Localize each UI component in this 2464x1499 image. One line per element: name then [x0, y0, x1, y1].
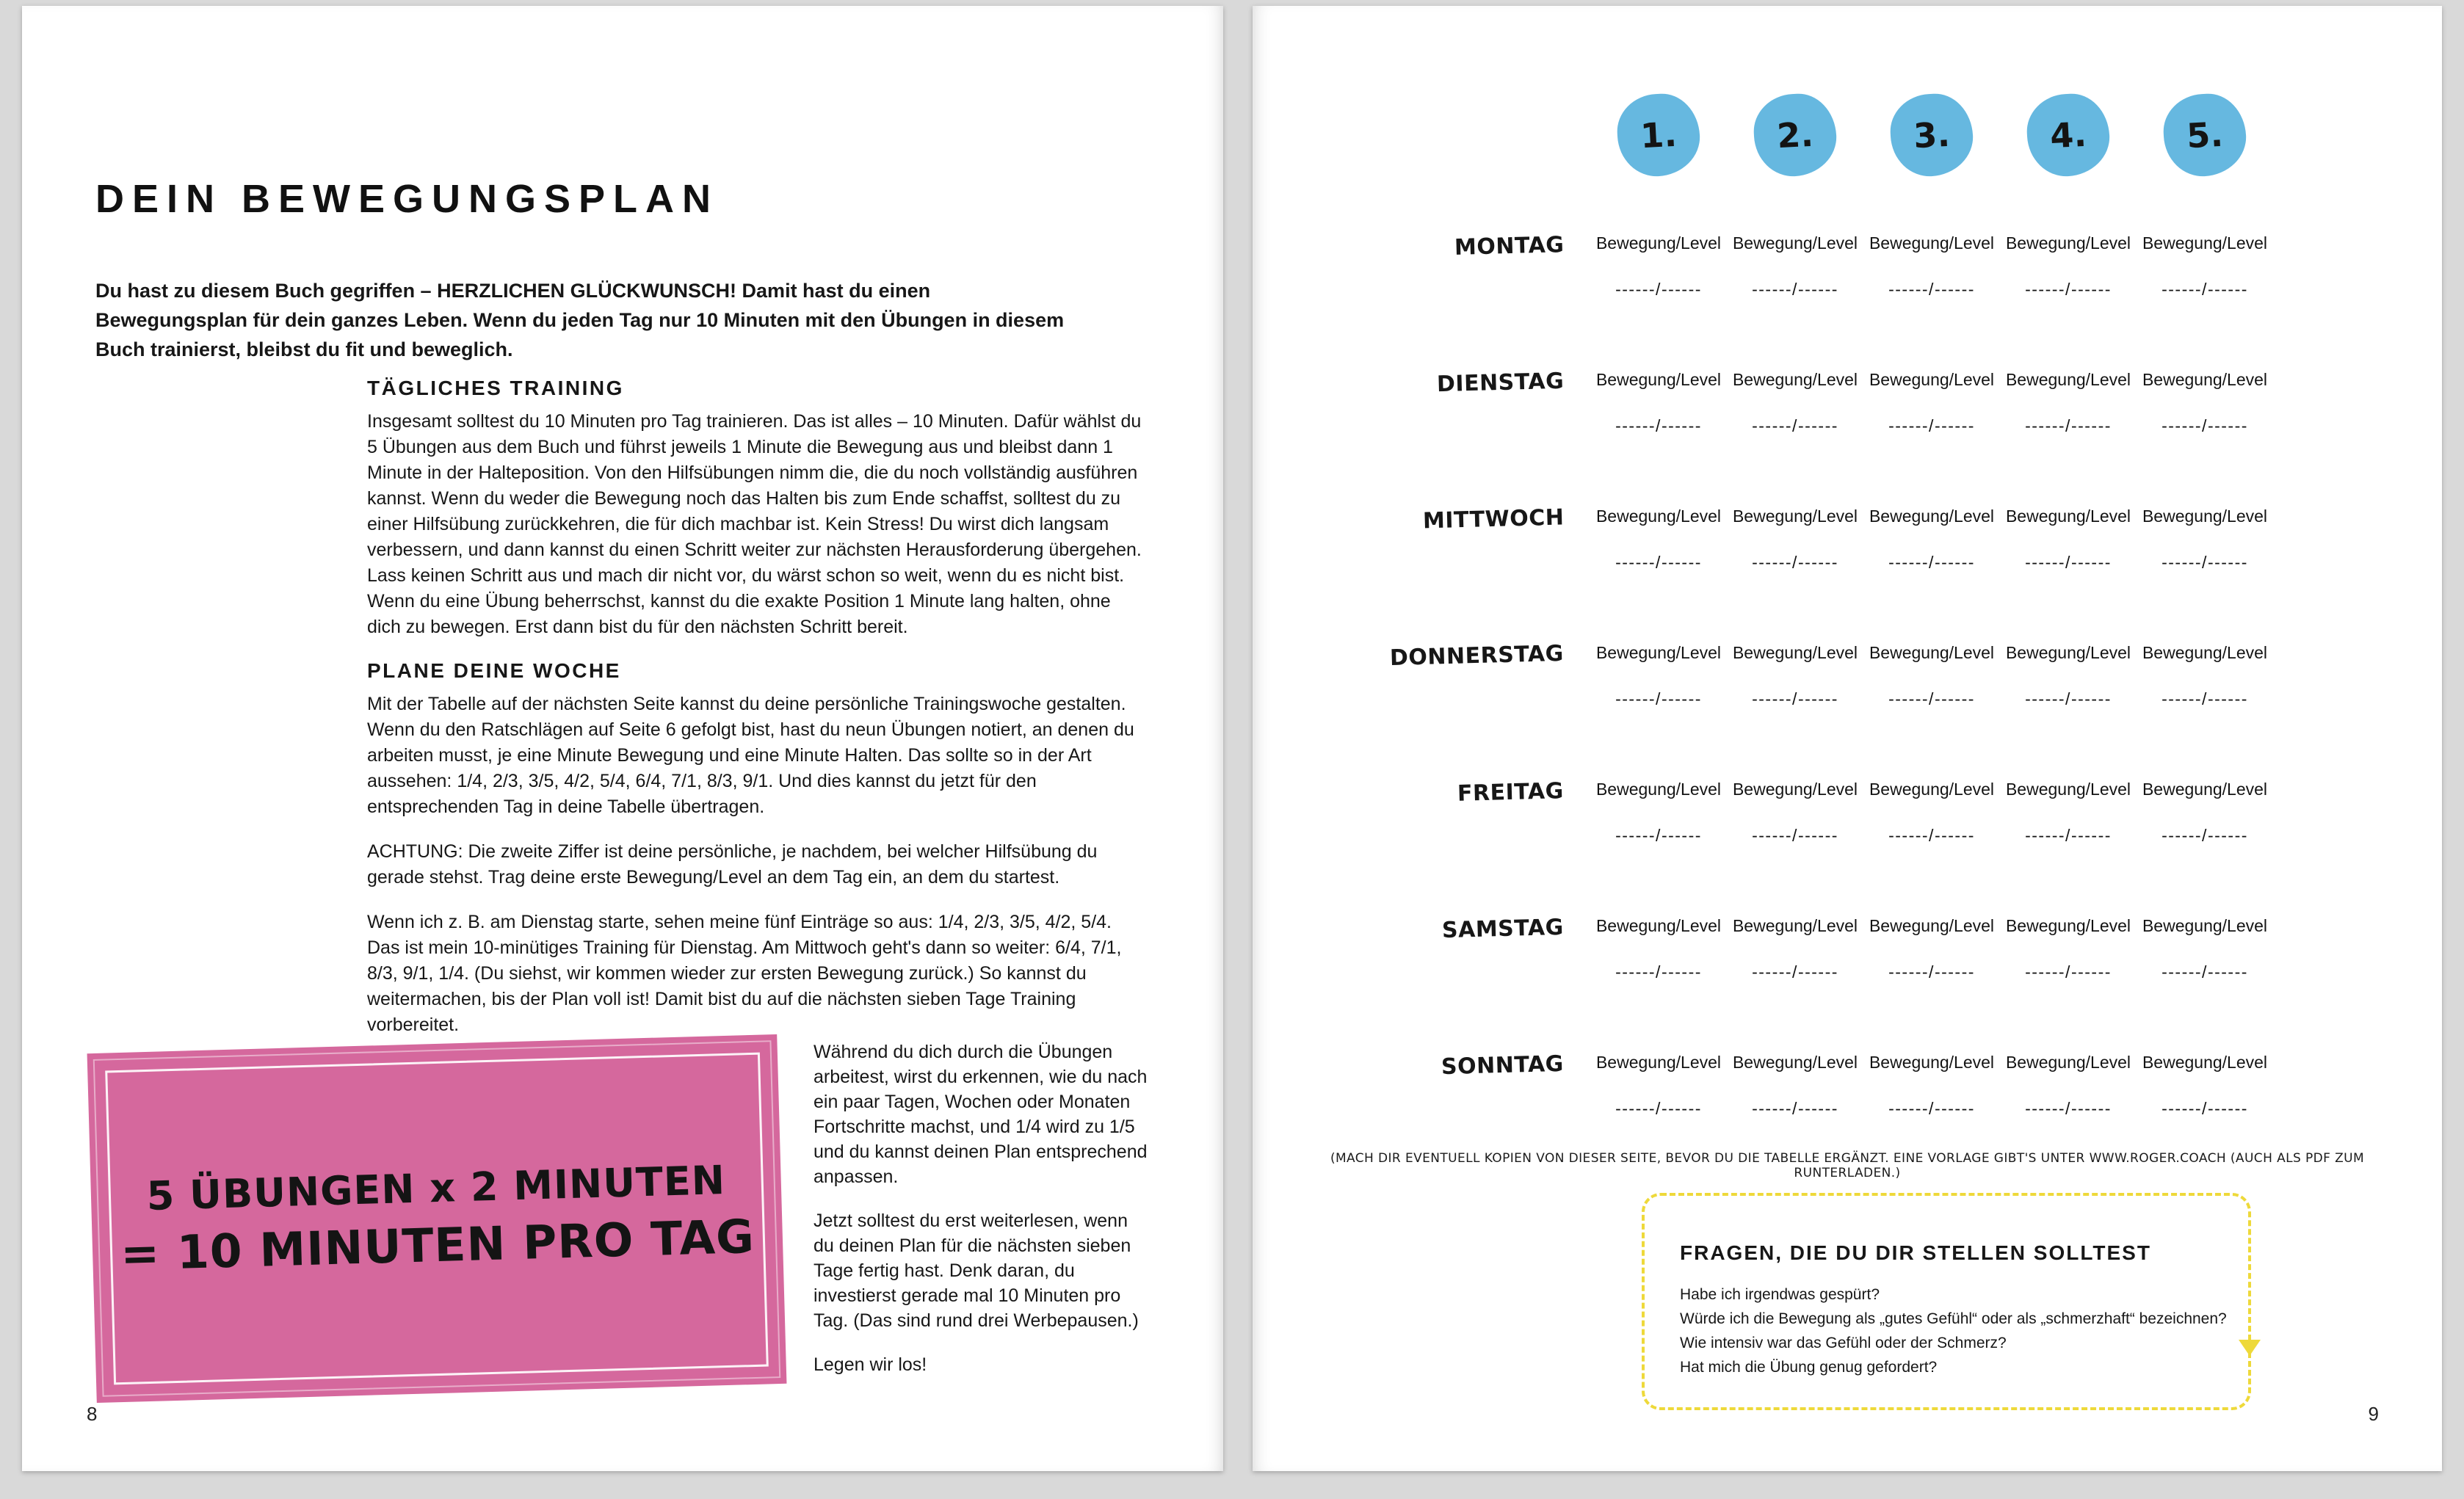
entry-blank: ------/------ — [1615, 689, 1702, 708]
plan-cell — [1727, 643, 1863, 780]
entry-blank: ------/------ — [2162, 962, 2248, 981]
step-header-cell — [1863, 94, 2000, 233]
plan-cell — [2000, 233, 2137, 370]
plan-cell — [2000, 507, 2137, 643]
bewegung-level-label: Bewegung/Level — [1595, 233, 1722, 253]
paragraph: Während du dich durch die Übungen arbeitest, wirst du erkennen, wie du nach ein paar Tagen, Wochen oder Monaten Fortschritte machst, und 1/4 wird zu 1/5 und du kannst deinen Plan entsprechend anpassen. — [814, 1042, 1148, 1187]
bewegung-level-label: Bewegung/Level — [2005, 370, 2131, 389]
plan-cell — [1863, 643, 2000, 780]
plan-cell — [1863, 370, 2000, 507]
page-right — [1253, 6, 2442, 1471]
entry-blank: ------/------ — [1752, 962, 1838, 981]
plan-cell — [2000, 780, 2137, 916]
step-header-cell — [1590, 94, 1727, 233]
bewegung-level-label: Bewegung/Level — [2142, 233, 2268, 253]
step-header-cell — [2137, 94, 2273, 233]
arrow-down-icon — [2239, 1340, 2261, 1356]
paragraph: Jetzt solltest du erst weiterlesen, wenn du deinen Plan für die nächsten sieben Tage fertig hast. Denk daran, du investierst gerade mal 10 Minuten pro Tag. (Das sind rund drei Werbepausen.) — [814, 1211, 1139, 1331]
plan-cell — [2137, 370, 2273, 507]
bewegung-level-label: Bewegung/Level — [2005, 916, 2131, 935]
plan-cell — [1590, 780, 1727, 916]
stamp-text — [118, 1156, 755, 1281]
bewegung-level-label: Bewegung/Level — [1595, 916, 1722, 935]
day-label: FREITAG — [1457, 778, 1565, 807]
entry-blank: ------/------ — [1752, 553, 1838, 572]
week-plan-table — [1363, 94, 2273, 1189]
entry-blank: ------/------ — [2162, 553, 2248, 572]
bewegung-level-label: Bewegung/Level — [2005, 780, 2131, 799]
bewegung-level-label: Bewegung/Level — [1869, 507, 1995, 526]
plan-cell — [2137, 233, 2273, 370]
entry-blank: ------/------ — [1888, 1099, 1975, 1118]
entry-blank: ------/------ — [2025, 280, 2112, 299]
day-label: DIENSTAG — [1436, 368, 1565, 398]
bewegung-level-label: Bewegung/Level — [1595, 780, 1722, 799]
plan-cell — [1590, 507, 1727, 643]
entry-blank: ------/------ — [2025, 826, 2112, 845]
bewegung-level-label: Bewegung/Level — [2005, 233, 2131, 253]
bewegung-level-label: Bewegung/Level — [2142, 507, 2268, 526]
step-number-circle: 2. — [1752, 92, 1838, 178]
bewegung-level-label: Bewegung/Level — [2142, 1053, 2268, 1072]
plan-cell — [2137, 507, 2273, 643]
pink-stamp-box — [87, 1034, 787, 1403]
bewegung-level-label: Bewegung/Level — [1732, 780, 1858, 799]
entry-blank: ------/------ — [1888, 689, 1975, 708]
page-number-left: 8 — [87, 1403, 98, 1425]
bewegung-level-label: Bewegung/Level — [1869, 233, 1995, 253]
plan-cell — [1590, 916, 1727, 1053]
step-number-circle: 4. — [2025, 92, 2112, 178]
questions-box — [1642, 1193, 2251, 1410]
entry-blank: ------/------ — [1615, 962, 1702, 981]
bewegung-level-label: Bewegung/Level — [2005, 643, 2131, 662]
bewegung-level-label: Bewegung/Level — [2005, 1053, 2131, 1072]
question: Hat mich die Übung genug gefordert? — [1680, 1359, 1938, 1376]
plan-cell — [2137, 916, 2273, 1053]
plan-cell — [1590, 233, 1727, 370]
bewegung-level-label: Bewegung/Level — [1869, 370, 1995, 389]
question: Habe ich irgendwas gespürt? — [1680, 1286, 1880, 1303]
day-label: SAMSTAG — [1441, 914, 1565, 944]
entry-blank: ------/------ — [1615, 280, 1702, 299]
section-heading-plane-deine-woche: PLANE DEINE WOCHE — [367, 659, 621, 682]
entry-blank: ------/------ — [1752, 416, 1838, 435]
paragraph: Insgesamt solltest du 10 Minuten pro Tag trainieren. Das ist alles – 10 Minuten. Dafür wählst du 5 Übungen aus dem Buch und führst jeweils 1 Minute die Bewegung aus und bleibst dann 1 Minute in der Halteposition. Von den Hilfsübungen nimm die, die du noch vollständig ausführen kannst. Wenn du weder die Bewegung noch das Halten bis zum Ende schaffst, solltest du zu einer Hilfsübung zurückkehren, die für dich machbar ist. Kein Stress! Du wirst dich langsam verbessern, und dann kannst du einen Schritt weiter zur nächsten Herausforderung übergehen. Lass keinen Schritt aus und mach dir nicht vor, du wärst schon so weit, wenn du es nicht bist. Wenn du eine Übung beherrschst, kannst du die exakte Position 1 Minute lang halten, ohne dich zu bewegen. Erst dann bist du für den nächsten Schritt bereit. — [367, 411, 1142, 637]
plan-cell — [2137, 780, 2273, 916]
bewegung-level-label: Bewegung/Level — [2142, 916, 2268, 935]
section-heading-taegliches-training: TÄGLICHES TRAINING — [367, 377, 624, 399]
entry-blank: ------/------ — [1615, 416, 1702, 435]
step-number-circle: 1. — [1615, 92, 1702, 178]
entry-blank: ------/------ — [1888, 416, 1975, 435]
bewegung-level-label: Bewegung/Level — [1595, 643, 1722, 662]
plan-cell — [1727, 233, 1863, 370]
bewegung-level-label: Bewegung/Level — [2142, 780, 2268, 799]
plan-cell — [2000, 916, 2137, 1053]
plan-cell — [1863, 233, 2000, 370]
plan-cell — [2000, 643, 2137, 780]
paragraph: Wenn ich z. B. am Dienstag starte, sehen meine fünf Einträge so aus: 1/4, 2/3, 3/5, 4/2, 5/4. Das ist mein 10-minütiges Training für Dienstag. Am Mittwoch geht's dann so weiter: 6/4, 7/1, 8/3, 9/1, 1/4. (Du siehst, wir kommen wieder zur ersten Bewegung zurück.) So kannst du weitermachen, bis der Plan voll ist! Damit bist du auf die nächsten sieben Tage Training vorbereitet. — [367, 912, 1122, 1035]
plan-cell — [2137, 643, 2273, 780]
page-left — [22, 6, 1223, 1471]
plan-cell — [2000, 370, 2137, 507]
bewegung-level-label: Bewegung/Level — [2005, 507, 2131, 526]
entry-blank: ------/------ — [1888, 962, 1975, 981]
plan-cell — [1863, 507, 2000, 643]
bewegung-level-label: Bewegung/Level — [1869, 643, 1995, 662]
paragraph: Mit der Tabelle auf der nächsten Seite kannst du deine persönliche Trainingswoche gestalten. Wenn du den Ratschlägen auf Seite 6 gefolgt bist, hast du neun Übungen notiert, an denen du arbeiten musst, je eine Minute Bewegung und eine Minute Halten. Das sollte so in der Art aussehen: 1/4, 2/3, 3/5, 4/2, 5/4, 6/4, 7/1, 8/3, 9/1. Und dies kannst du jetzt für den entsprechenden Tag in deine Tabelle übertragen. — [367, 694, 1134, 817]
bewegung-level-label: Bewegung/Level — [1595, 507, 1722, 526]
entry-blank: ------/------ — [1888, 553, 1975, 572]
intro-text: Du hast zu diesem Buch gegriffen – HERZLICHEN GLÜCKWUNSCH! Damit hast du einen Bewegungsplan für dein ganzes Leben. Wenn du jeden Tag nur 10 Minuten mit den Übungen in diesem Buch trainierst, bleibst du fit und beweglich. — [95, 280, 1065, 360]
entry-blank: ------/------ — [1615, 826, 1702, 845]
bewegung-level-label: Bewegung/Level — [2142, 370, 2268, 389]
bewegung-level-label: Bewegung/Level — [1732, 370, 1858, 389]
step-header-cell — [2000, 94, 2137, 233]
step-number-circle: 5. — [2162, 92, 2248, 178]
entry-blank: ------/------ — [1752, 280, 1838, 299]
stamp-line-2: = 10 MINUTEN PRO TAG — [120, 1209, 755, 1282]
page-number-right: 9 — [2368, 1403, 2379, 1425]
bewegung-level-label: Bewegung/Level — [1732, 507, 1858, 526]
step-number-circle: 3. — [1888, 92, 1975, 178]
entry-blank: ------/------ — [1615, 553, 1702, 572]
plan-cell — [1727, 370, 1863, 507]
entry-blank: ------/------ — [1888, 826, 1975, 845]
entry-blank: ------/------ — [1752, 826, 1838, 845]
day-label: MONTAG — [1454, 232, 1565, 261]
entry-blank: ------/------ — [2162, 280, 2248, 299]
entry-blank: ------/------ — [1752, 689, 1838, 708]
bewegung-level-label: Bewegung/Level — [1732, 233, 1858, 253]
plan-cell — [1727, 916, 1863, 1053]
plan-cell — [1590, 370, 1727, 507]
entry-blank: ------/------ — [2162, 416, 2248, 435]
questions-box-heading: FRAGEN, DIE DU DIR STELLEN SOLLTEST — [1680, 1241, 2151, 1264]
entry-blank: ------/------ — [1615, 1099, 1702, 1118]
entry-blank: ------/------ — [1888, 280, 1975, 299]
bewegung-level-label: Bewegung/Level — [1595, 370, 1722, 389]
entry-blank: ------/------ — [2025, 962, 2112, 981]
plan-cell — [1863, 916, 2000, 1053]
paragraph: ACHTUNG: Die zweite Ziffer ist deine persönliche, je nachdem, bei welcher Hilfsübung du gerade stehst. Trag deine erste Bewegung/Level an dem Tag ein, an dem du startest. — [367, 841, 1098, 888]
question: Wie intensiv war das Gefühl oder der Schmerz? — [1680, 1335, 2007, 1351]
step-header-cell — [1727, 94, 1863, 233]
day-label: SONNTAG — [1441, 1050, 1565, 1081]
entry-blank: ------/------ — [2025, 689, 2112, 708]
plan-cell — [1590, 643, 1727, 780]
bewegung-level-label: Bewegung/Level — [1869, 1053, 1995, 1072]
bewegung-level-label: Bewegung/Level — [1869, 780, 1995, 799]
entry-blank: ------/------ — [2162, 689, 2248, 708]
stamp-line-1: 5 ÜBUNGEN x 2 MINUTEN — [145, 1157, 726, 1220]
entry-blank: ------/------ — [2025, 416, 2112, 435]
question: Würde ich die Bewegung als „gutes Gefühl“ oder als „schmerzhaft“ bezeichnen? — [1680, 1310, 2227, 1327]
entry-blank: ------/------ — [2162, 1099, 2248, 1118]
bewegung-level-label: Bewegung/Level — [2142, 643, 2268, 662]
plan-cell — [1863, 780, 2000, 916]
paragraph: Legen wir los! — [814, 1354, 927, 1375]
bewegung-level-label: Bewegung/Level — [1869, 916, 1995, 935]
entry-blank: ------/------ — [1752, 1099, 1838, 1118]
entry-blank: ------/------ — [2025, 553, 2112, 572]
bewegung-level-label: Bewegung/Level — [1732, 643, 1858, 662]
entry-blank: ------/------ — [2025, 1099, 2112, 1118]
plan-cell — [1727, 507, 1863, 643]
page-title: DEIN BEWEGUNGSPLAN — [95, 177, 720, 221]
entry-blank: ------/------ — [2162, 826, 2248, 845]
side-text-column — [814, 1039, 1150, 1396]
day-label: MITTWOCH — [1422, 504, 1565, 534]
table-corner-empty — [1363, 94, 1590, 231]
table-footnote: (MACH DIR EVENTUELL KOPIEN VON DIESER SEITE, BEVOR DU DIE TABELLE ERGÄNZT. EINE VORLAGE GIBT'S UNTER WWW.ROGER.COACH (AUCH ALS PDF ZUM RUNTERLADEN.) — [1330, 1151, 2365, 1180]
plan-cell — [1727, 780, 1863, 916]
bewegung-level-label: Bewegung/Level — [1732, 1053, 1858, 1072]
bewegung-level-label: Bewegung/Level — [1732, 916, 1858, 935]
main-text-column — [367, 377, 1144, 1057]
day-label: DONNERSTAG — [1389, 640, 1565, 672]
bewegung-level-label: Bewegung/Level — [1595, 1053, 1722, 1072]
